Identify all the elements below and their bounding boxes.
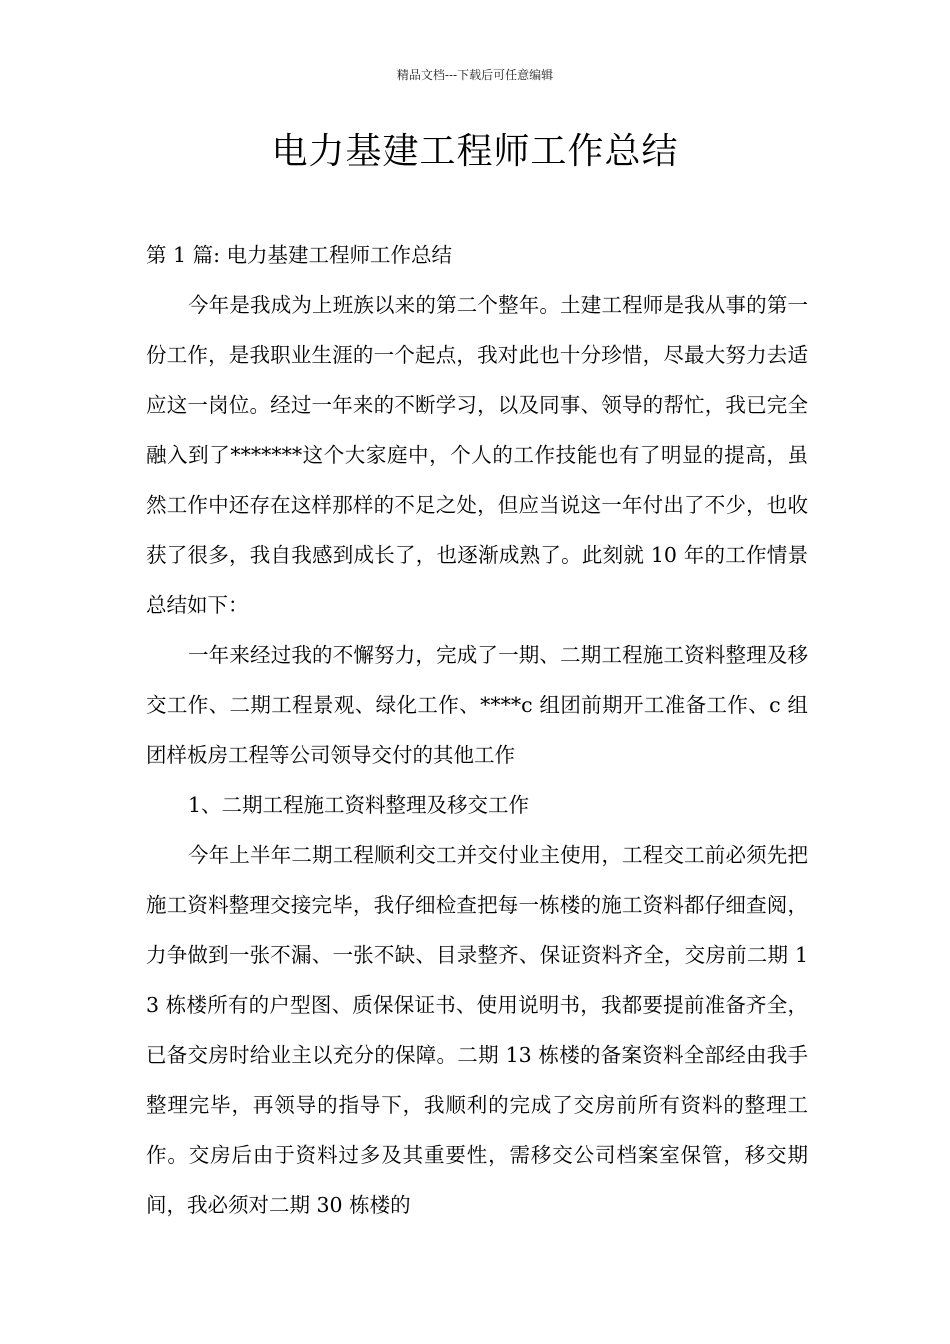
paragraph-achievements: 一年来经过我的不懈努力，完成了一期、二期工程施工资料整理及移交工作、二期工程景观、绿化工作、****c 组团前期开工准备工作、c 组团样板房工程等公司领导交付的其他工作: [146, 643, 808, 767]
paragraph-data-handover: 今年上半年二期工程顺利交工并交付业主使用，工程交工前必须先把施工资料整理交接完毕，我仔细检查把每一栋楼的施工资料都仔细查阅，力争做到一张不漏、一张不缺、目录整齐、保证资料齐全，交房前二期 13 栋楼所有的户型图、质保保证书、使用说明书，我都要提前准备齐全，已备交房时给业主以充分的保障。二期 13 栋楼的备案资料全部经由我手整理完毕，再领导的指导下，我顺利的完成了交房前所有资料的整理工作。交房后由于资料过多及其重要性，需移交公司档案室保管，移交期间，我必须对二期 30 栋楼的: [146, 843, 808, 1217]
subheading-data-handover: 1、二期工程施工资料整理及移交工作: [188, 793, 530, 817]
paragraph-intro: 今年是我成为上班族以来的第二个整年。土建工程师是我从事的第一份工作，是我职业生涯的一个起点，我对此也十分珍惜，尽最大努力去适应这一岗位。经过一年来的不断学习，以及同事、领导的帮忙，我已完全融入到了*******这个大家庭中，个人的工作技能也有了明显的提高，虽然工作中还存在这样那样的不足之处，但应当说这一年付出了不少，也收获了很多，我自我感到成长了，也逐渐成熟了。此刻就 10 年的工作情景总结如下：: [146, 293, 808, 617]
header-note: 精品文档---下载后可任意编辑: [396, 68, 554, 82]
section-heading: 第 1 篇: 电力基建工程师工作总结: [146, 243, 452, 267]
document-title: 电力基建工程师工作总结: [271, 131, 679, 172]
document-body: [146, 230, 808, 1230]
